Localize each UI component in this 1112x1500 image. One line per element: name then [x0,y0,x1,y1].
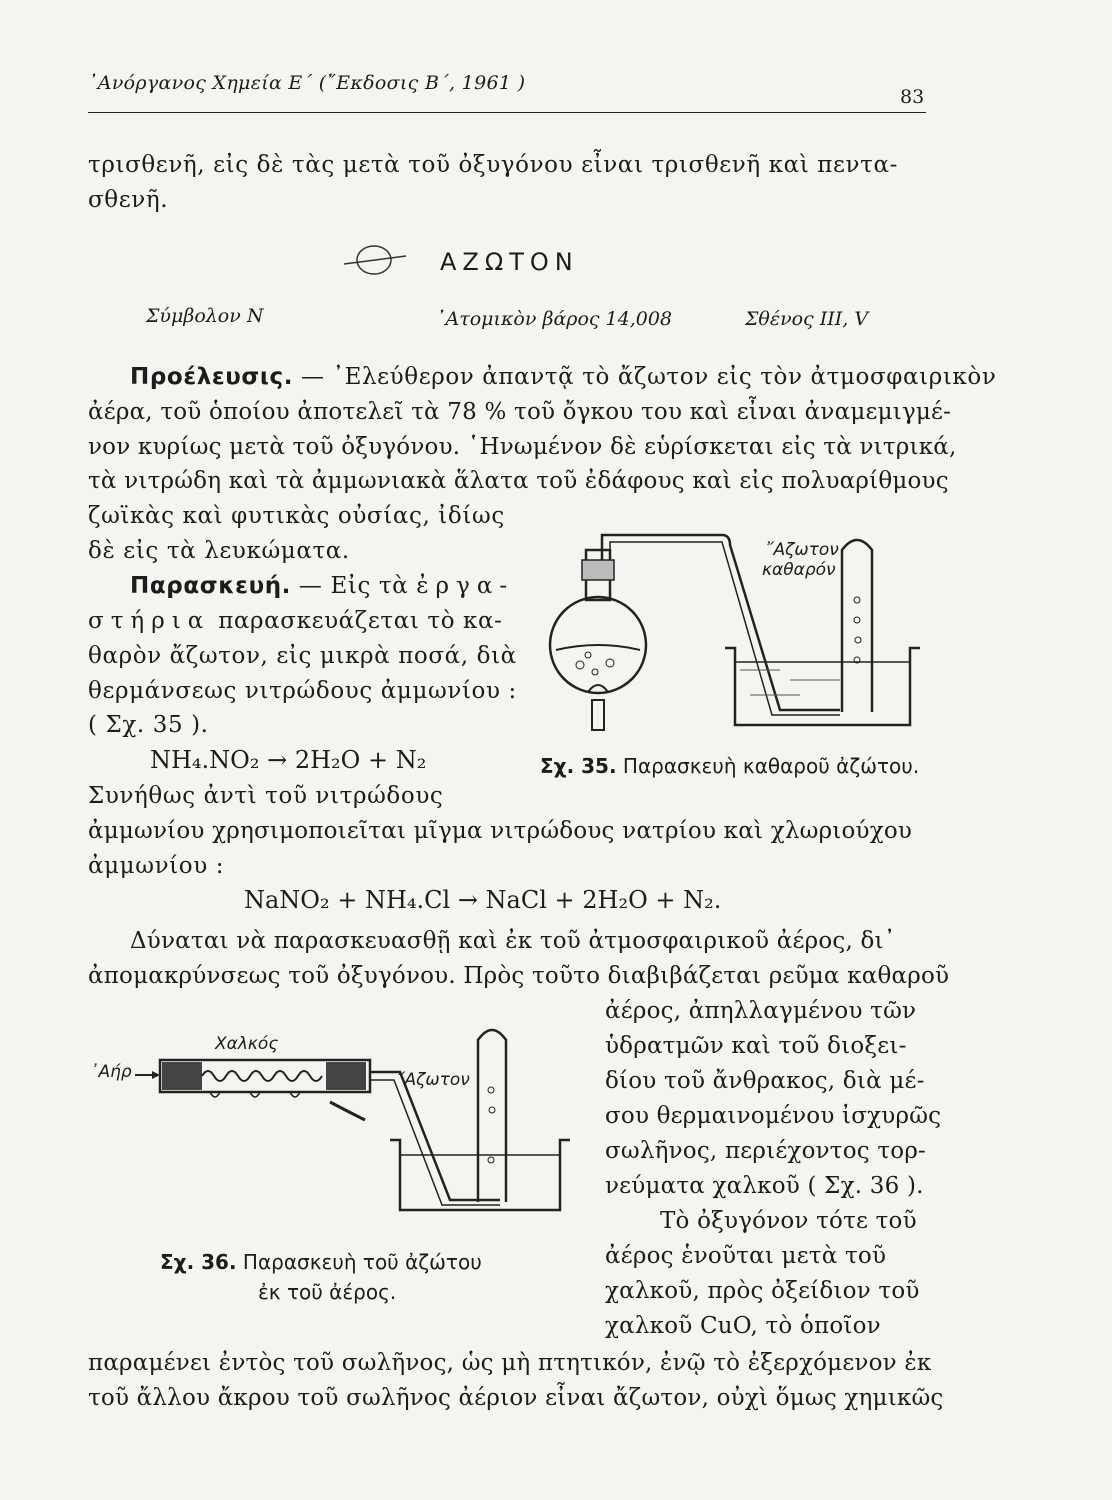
page-number: 83 [900,86,925,108]
proeleusis-line-1 [130,364,996,390]
intro-line-1: τρισθενῆ, εἰς δὲ τὰς μετὰ τοῦ ὀξυγόνου εἶναι τρισθενῆ καὶ πεντα- [88,152,898,178]
fig36-caption-number: Σχ. 36. [160,1250,237,1274]
running-head: ᾿Ανόργανος Χημεία Ε΄ (῎Εκδοσις Β΄, 1961 ) [88,72,526,94]
air-line-1: Δύναται νὰ παρασκευασθῇ καὶ ἐκ τοῦ ἀτμοσφαιρικοῦ ἀέρος, δι᾿ [130,928,896,954]
right-col-line-10: χαλκοῦ CuO, τὸ ὁποῖον [605,1313,881,1339]
collecting-tube [842,540,872,712]
intro-line-2: σθενῆ. [88,187,169,213]
fig36-label-copper: Χαλκός [215,1034,279,1054]
figure-36-apparatus [90,1020,570,1230]
equation-1: NH₄.NO₂ → 2H₂O + N₂ [150,746,427,774]
fig36-label-air: ᾿Αήρ [90,1062,132,1082]
fig35-label-nitrogen: ῎Αζωτον [765,540,839,560]
bottom-line-2: τοῦ ἄλλου ἄκρου τοῦ σωλῆνος ἀέριον εἶναι ἄζωτον, οὐχὶ ὅμως χημικῶς [88,1385,944,1411]
paraskevi-line-4: θερμάνσεως νιτρώδους ἀμμωνίου : [88,678,517,704]
paraskevi-text-2a: στήρια [88,608,211,634]
fig36-caption-text-1: Παρασκευὴ τοῦ ἀζώτου [236,1250,482,1274]
atomic-weight: ᾿Ατομικὸν βάρος 14,008 [436,308,673,330]
element-symbol: Σύμβολον N [146,305,264,327]
paraskevi-line-3: θαρὸν ἄζωτον, εἰς μικρὰ ποσά, διὰ [88,643,517,669]
section-title: ΑΖΩΤΟΝ [440,248,579,276]
equation-2: NaNO₂ + NH₄.Cl → NaCl + 2H₂O + N₂. [244,886,722,914]
right-col-line-7: Τὸ ὀξυγόνον τότε τοῦ [660,1208,917,1234]
paraskevi-line-5: ( Σχ. 35 ). [88,712,209,738]
stopper [582,560,614,580]
proeleusis-text-1: — ᾿Ελεύθερον ἀπαντᾷ τὸ ἄζωτον εἰς τὸν ἀτμοσφαιρικὸν [293,364,997,390]
paraskevi-line-6: Συνήθως ἀντὶ τοῦ νιτρώδους [88,783,444,809]
proeleusis-line-2: ἀέρα, τοῦ ὁποίου ἀποτελεῖ τὰ 78 % τοῦ ὄγκου του καὶ εἶναι ἀναμεμιγμέ- [88,399,952,425]
paraskevi-heading: Παρασκευή. [130,573,292,599]
valence: Σθένος III, V [745,308,869,330]
right-col-line-8: ἀέρος ἑνοῦται μετὰ τοῦ [605,1243,887,1269]
paraskevi-line-1 [130,573,514,599]
bottom-line-1: παραμένει ἐντὸς τοῦ σωλῆνος, ὡς μὴ πτητικόν, ἐνῷ τὸ ἐξερχόμενον ἐκ [88,1350,932,1376]
paraskevi-line-7: ἀμμωνίου χρησιμοποιεῖται μῖγμα νιτρώδους νατρίου καὶ χλωριούχου [88,818,913,844]
fig35-label-pure: καθαρόν [762,560,836,580]
paraskevi-line-8: ἀμμωνίου : [88,853,225,879]
right-col-line-9: χαλκοῦ, πρὸς ὀξείδιον τοῦ [605,1278,920,1304]
right-col-line-5: σωλῆνος, περιέχοντος τορ- [605,1138,927,1164]
right-col-line-6: νεύματα χαλκοῦ ( Σχ. 36 ). [605,1173,924,1199]
right-col-line-1: ἀέρος, ἀπηλλαγμένου τῶν [605,998,917,1024]
fig35-caption-text: Παρασκευὴ καθαροῦ ἀζώτου. [616,754,920,778]
paraskevi-text-1a: — Εἰς τὰ [291,573,417,599]
fig35-caption-number: Σχ. 35. [540,754,617,778]
proeleusis-line-4: τὰ νιτρώδη καὶ τὰ ἀμμωνιακὰ ἅλατα τοῦ ἐδάφους καὶ εἰς πολυαρίθμους [88,468,949,494]
handwritten-mark-icon [340,240,410,280]
burner-flame [588,685,608,692]
right-col-line-4: σου θερμαινομένου ἰσχυρῶς [605,1103,942,1129]
proeleusis-line-6: δὲ εἰς τὰ λευκώματα. [88,538,350,564]
water-trough [725,648,920,725]
proeleusis-line-3: νον κυρίως μετὰ τοῦ ὀξυγόνου. ῾Ηνωμένον δὲ εὑρίσκεται εἰς τὰ νιτρικά, [88,434,957,460]
proeleusis-line-5: ζωϊκὰς καὶ φυτικὰς οὐσίας, ἰδίως [88,503,505,529]
burner [592,700,604,730]
fig36-label-nitrogen: ῎Αζωτον [396,1070,470,1090]
fig36-collecting-tube [478,1030,506,1202]
paraskevi-line-2 [88,608,503,634]
copper-turnings [202,1071,322,1081]
paraskevi-text-2b: παρασκευάζεται τὸ κα- [210,608,503,634]
figure-36-caption-line-1 [160,1250,482,1274]
figure-36-caption-line-2: ἐκ τοῦ ἀέρος. [258,1280,397,1304]
furnace-right [326,1062,366,1090]
right-col-line-3: δίου τοῦ ἄνθρακος, διὰ μέ- [605,1068,925,1094]
furnace-left [162,1062,202,1090]
air-line-2: ἀπομακρύνσεως τοῦ ὀξυγόνου. Πρὸς τοῦτο διαβιβάζεται ρεῦμα καθαροῦ [88,963,950,989]
paraskevi-text-1b: ἐργα- [416,573,515,599]
figure-35-apparatus [540,520,930,750]
proeleusis-heading: Προέλευσις. [130,364,294,390]
right-col-line-2: ὑδρατμῶν καὶ τοῦ διοξει- [605,1033,907,1059]
header-rule [88,112,926,113]
figure-35-caption [540,754,919,778]
